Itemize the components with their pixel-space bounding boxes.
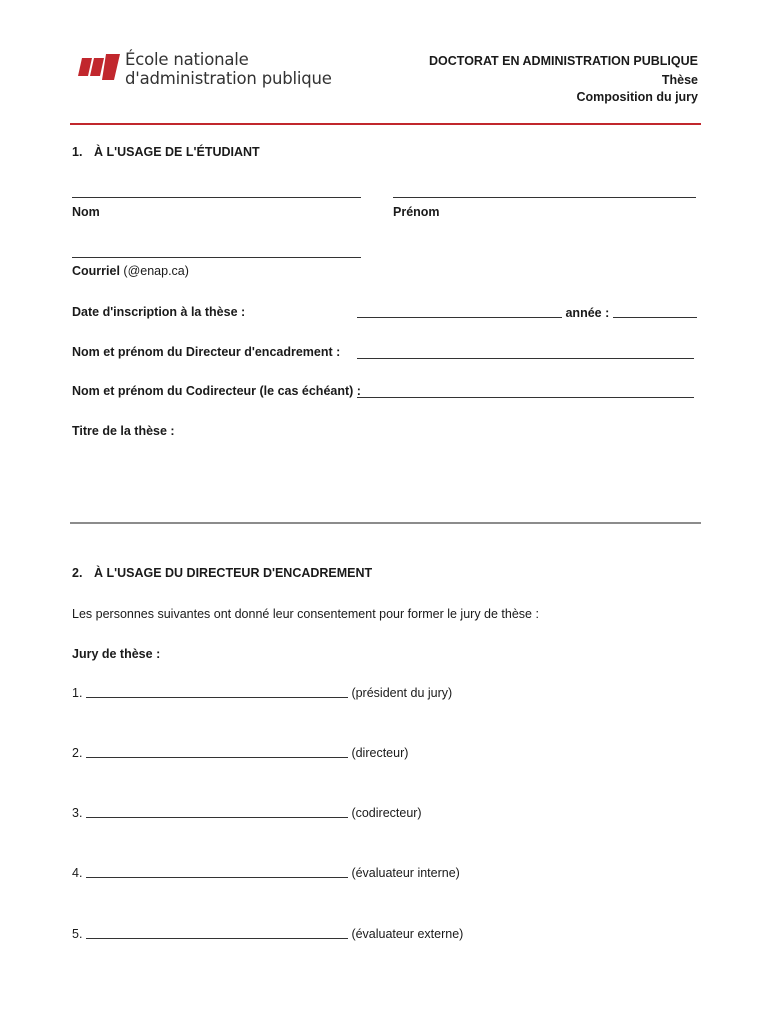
jury-member-row [72,805,422,820]
logo-text-line1: École nationale [125,50,249,69]
directeur-field[interactable] [357,358,694,359]
section2-number: 2. [72,566,83,580]
codirecteur-label: Nom et prénom du Codirecteur (le cas échéant) : [72,384,361,398]
section2-title: À L'USAGE DU DIRECTEUR D'ENCADREMENT [94,566,373,580]
document-subtitle: Thèse [661,73,698,87]
jury-member-role: (évaluateur interne) [351,866,460,880]
section2-heading [72,566,372,580]
jury-member-role: (codirecteur) [351,806,422,820]
jury-member-number: 4. [72,866,83,880]
consent-text: Les personnes suivantes ont donné leur consentement pour former le jury de thèse : [72,607,539,621]
jury-member-row [72,745,408,760]
jury-member-number: 2. [72,746,83,760]
jury-member-row [72,865,460,880]
section1-title: À L'USAGE DE L'ÉTUDIANT [94,145,260,159]
section-divider [70,522,701,524]
jury-member-name-field[interactable] [86,745,348,758]
nom-field[interactable] [72,197,361,198]
codirecteur-field[interactable] [357,397,694,398]
jury-member-number: 1. [72,686,83,700]
date-inscription-label: Date d'inscription à la thèse : [72,305,246,319]
jury-member-name-field[interactable] [86,865,348,878]
jury-member-name-field[interactable] [86,926,348,939]
jury-member-role: (directeur) [351,746,409,760]
annee-field[interactable] [613,305,697,318]
prenom-field[interactable] [393,197,696,198]
document-title: DOCTORAT EN ADMINISTRATION PUBLIQUE [429,54,698,68]
logo-text-line2: d'administration publique [125,69,332,88]
courriel-field[interactable] [72,257,361,258]
jury-member-name-field[interactable] [86,805,348,818]
courriel-label-group [72,264,189,278]
jury-member-row [72,685,452,700]
date-inscription-row [357,305,697,320]
nom-label: Nom [72,205,100,219]
jury-label: Jury de thèse : [72,647,161,661]
jury-member-row [72,926,463,941]
jury-member-number: 5. [72,927,83,941]
directeur-label: Nom et prénom du Directeur d'encadrement : [72,345,341,359]
titre-these-field[interactable] [72,444,697,514]
jury-member-role: (président du jury) [351,686,453,700]
titre-these-label: Titre de la thèse : [72,424,175,438]
document-subtitle-2: Composition du jury [576,90,698,104]
section1-number: 1. [72,145,83,159]
jury-member-role: (évaluateur externe) [351,927,464,941]
header-divider [70,123,701,125]
date-inscription-field[interactable] [357,305,562,318]
courriel-hint: (@enap.ca) [123,264,189,278]
prenom-label: Prénom [393,205,440,219]
jury-member-number: 3. [72,806,83,820]
courriel-label: Courriel [72,264,120,278]
jury-member-name-field[interactable] [86,685,348,698]
section1-heading [72,145,260,159]
enap-logo-icon [78,54,120,80]
annee-label: année : [565,306,610,320]
